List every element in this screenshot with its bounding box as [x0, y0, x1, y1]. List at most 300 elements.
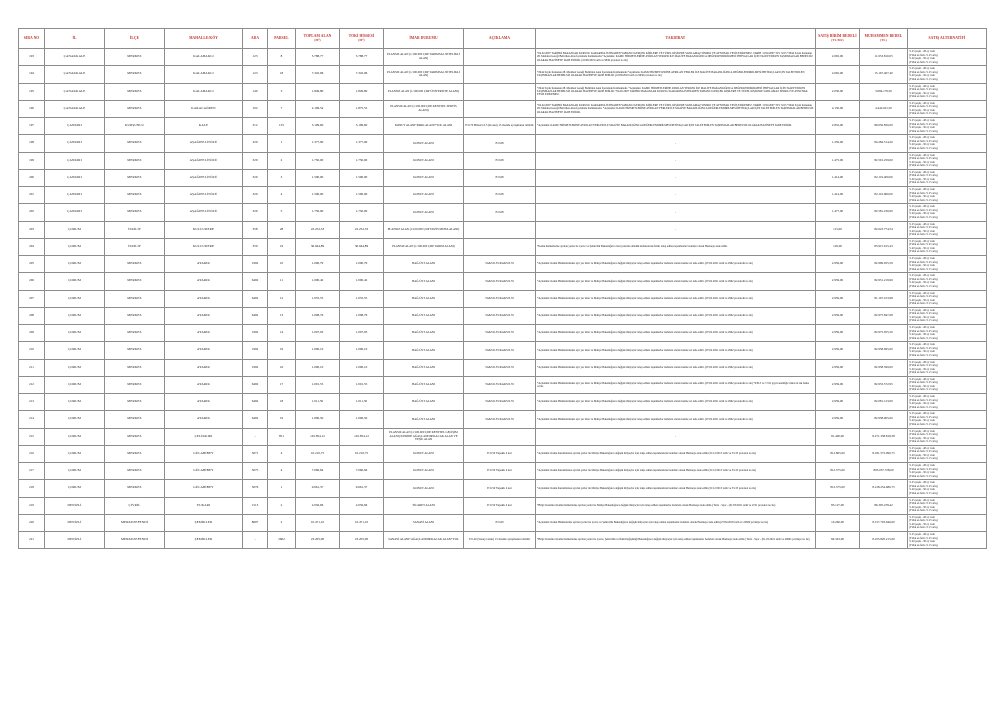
table-row	[19, 290, 987, 307]
satis-alternatifi-line-2: (Yıllık en fazla % 25 artış)	[909, 260, 938, 264]
ada-cell: 1513	[243, 497, 268, 514]
header-ilce: İLÇE	[105, 29, 165, 49]
parsel-cell: 28	[268, 221, 296, 238]
satis-alternatifi-line-3: % 40 peşin - 36 ay vade	[909, 333, 935, 337]
satis-alternatifi-cell	[908, 290, 987, 307]
ada-cell: 6492	[243, 290, 268, 307]
sira-no-cell: 206	[19, 273, 45, 290]
satis-alternatifi-cell	[908, 514, 987, 531]
satis-alternatifi-line-2: (Yıllık en fazla % 25 artış)	[909, 502, 938, 506]
table-row	[19, 394, 987, 411]
sira-no-cell: 213	[19, 394, 45, 411]
satis-alternatifi-cell	[908, 445, 987, 462]
mahalle-koy-cell: KULCUDERE	[165, 221, 243, 238]
satis-birim-bedeli-cell: 2.030,00	[816, 83, 860, 100]
muhammen-bedel-cell: 895.037.728,00	[860, 463, 908, 480]
muhammen-bedel-cell: 82.623.774,54	[860, 221, 908, 238]
ilce-cell: MERKEZ	[105, 325, 165, 342]
il-cell: DENİZLİ	[45, 514, 105, 531]
satis-alternatifi-line-4: (Yıllık en fazla % 15 artış)	[909, 491, 938, 495]
header-muhammen-bedel-label: MUHAMMEN BEDEL	[864, 34, 903, 39]
parsel-cell: 8	[268, 49, 296, 66]
satis-birim-bedeli-cell: 1.250,00	[816, 135, 860, 152]
satis-alternatifi-line-3: % 40 peşin - 36 ay vade	[909, 264, 935, 268]
satis-alternatifi-line-1: % 25 peşin - 48 ay vade	[909, 308, 935, 312]
ilce-cell: MERKEZ	[105, 273, 165, 290]
ilce-cell: MERKEZ	[105, 480, 165, 497]
satis-alternatifi-line-3: % 40 peşin - 36 ay vade	[909, 384, 935, 388]
ada-cell: 6492	[243, 307, 268, 324]
satis-birim-bedeli-cell: 10.260,00	[816, 514, 860, 531]
table-row	[19, 411, 987, 428]
satis-alternatifi-line-1: % 25 peşin - 48 ay vade	[909, 515, 935, 519]
satis-alternatifi-line-1: % 25 peşin - 48 ay vade	[909, 153, 935, 157]
satis-alternatifi-line-4: (Yıllık en fazla % 15 artış)	[909, 353, 938, 357]
aciklama-cell: E:0.50 Yapaklı 4 kat	[464, 463, 536, 480]
ada-cell: 329	[243, 169, 268, 186]
header-satis-birim-bedeli-label: SATIŞ BİRİM BEDELİ	[818, 34, 857, 39]
sira-no-cell: 196	[19, 100, 45, 117]
satis-alternatifi-line-3: % 40 peşin - 36 ay vade	[909, 57, 935, 61]
satis-alternatifi-line-3: % 40 peşin - 36 ay vade	[909, 419, 935, 423]
il-cell: ÇORUM	[45, 256, 105, 273]
muhammen-bedel-cell: 84.284.514,20	[860, 135, 908, 152]
satis-birim-bedeli-cell: 2.959,00	[816, 273, 860, 290]
imar-durumu-cell: BAĞ-ÜST ALANI	[384, 376, 464, 393]
imar-durumu-cell: BAĞ-ÜST ALANI	[384, 273, 464, 290]
aciklama-cell: E:0.68	[464, 204, 536, 221]
sira-no-cell: 217	[19, 463, 45, 480]
parsel-cell: 12	[268, 290, 296, 307]
header-parsel: PARSEL	[268, 29, 296, 49]
header-toki-hissesi-label: TOKİ HİSSESİ	[348, 34, 375, 39]
ilce-cell: MERKEZ	[105, 187, 165, 204]
header-toplam-alan	[296, 29, 340, 49]
satis-alternatifi-line-1: % 25 peşin - 48 ay vade	[909, 136, 935, 140]
satis-alternatifi-cell	[908, 66, 987, 83]
mahalle-koy-cell: AYARIK	[165, 376, 243, 393]
ilce-cell: MERKEZ	[105, 135, 165, 152]
il-cell: ÇANKIRI	[45, 135, 105, 152]
satis-alternatifi-line-4: (Yıllık en fazla % 15 artış)	[909, 371, 938, 375]
il-cell: ÇORUM	[45, 394, 105, 411]
satis-alternatifi-line-3: % 40 peşin - 36 ay vade	[909, 522, 935, 526]
satis-alternatifi-line-4: (Yıllık en fazla % 15 artış)	[909, 457, 938, 461]
takdirat-cell: *2944 Sayılı Kanunun 28. Maddesi Gereği Belirtilen Alan İçerisinde Kalmaktadır. *Açıklama: KAMU HİZMETLERİNE AYRILAN YERLER İLE MALİYE BAKANLIĞINCA DEĞERLENDİRİLMESİ İHTİYAÇLAR İÇİN TALEP EDİLEN TAŞINMAZLAR BEDELSİZ OLARAK HAZİNEYE İADE EDİLİR. *04.02.2007 TARİHLİ BAKANLAR KURULU KARARINA İSTİNADEN YABANCI GERÇEK KİŞİLERE VE TÜZEL KİŞİLERE SATILAMAZ SINIRLI VE AYNI HAK TESİS EDİLEMEZ.	[536, 83, 816, 100]
toki-hissesi-cell: 1.750,00	[340, 152, 384, 169]
il-cell: ÇANAKKALE	[45, 100, 105, 117]
toki-hissesi-cell: 1.849,80	[340, 83, 384, 100]
takdirat-cell: -	[536, 221, 816, 238]
il-cell: ÇANAKKALE	[45, 49, 105, 66]
takdirat-cell: *Açıklama: Kamu Hizmetlerinden ayrı yer imar ve Maliye Bakanlığınca değişik ihtiyaçlar talep edilen taşınmazlar bedelsiz olarak hazine ret iade edilir. (07.02.2021 tarih ve 2962 protokolü no ile)	[536, 325, 816, 342]
imar-durumu-cell: SANAYİ ALANI	[384, 514, 464, 531]
muhammen-bedel-cell: 82.119.400,00	[860, 169, 908, 186]
imar-durumu-cell: BAĞ-ÜST ALANI	[384, 290, 464, 307]
aciklama-cell: E:0.60	[464, 514, 536, 531]
imar-durumu-cell: PLANSIZ ALAN (1/100.000 ÇDP KENTSEL GELİŞİM ALANI) İLERİDE AĞAÇLANDIRILACAK ALAN VE YEŞİL ALAN	[384, 428, 464, 445]
satis-alternatifi-line-2: (Yıllık en fazla % 25 artış)	[909, 243, 938, 247]
muhammen-bedel-cell: 82.975.955,56	[860, 325, 908, 342]
header-takdirat: TAKDİRAT	[536, 29, 816, 49]
satis-alternatifi-line-2: (Yıllık en fazla % 25 artış)	[909, 88, 938, 92]
satis-alternatifi-line-3: % 40 peşin - 36 ay vade	[909, 212, 935, 216]
toplam-alan-cell: 1.377,90	[296, 135, 340, 152]
satis-birim-bedeli-cell: 2.065,00	[816, 66, 860, 83]
muhammen-bedel-cell: 11.953.810,05	[860, 49, 908, 66]
satis-alternatifi-line-3: % 40 peşin - 36 ay vade	[909, 91, 935, 95]
muhammen-bedel-cell: 8.271.338.818,38	[860, 428, 908, 445]
mahalle-koy-cell: AYARIK	[165, 411, 243, 428]
table-row	[19, 118, 987, 135]
il-cell: DENİZLİ	[45, 532, 105, 549]
imar-durumu-cell: PLANSIZ ALAN (1/100.000 ÇDP TARIM ALANI)	[384, 238, 464, 255]
muhammen-bedel-cell: 82.116.900,00	[860, 187, 908, 204]
table-row	[19, 273, 987, 290]
toplam-alan-cell: 1.055,55	[296, 290, 340, 307]
satis-alternatifi-line-2: (Yıllık en fazla % 25 artış)	[909, 70, 938, 74]
satis-birim-bedeli-cell: 84.343,00	[816, 532, 860, 549]
parsel-cell: 11	[268, 273, 296, 290]
il-cell: ÇORUM	[45, 221, 105, 238]
il-cell: ÇORUM	[45, 480, 105, 497]
sira-no-cell: 204	[19, 238, 45, 255]
toplam-alan-cell: 1.008,76	[296, 307, 340, 324]
imar-durumu-cell: TİCARET ALANI	[384, 497, 464, 514]
mahalle-koy-cell: AŞAĞIPELİTÖZÜ	[165, 135, 243, 152]
imar-durumu-cell: KONUT ALANI	[384, 187, 464, 204]
muhammen-bedel-cell: 81.107.013,98	[860, 290, 908, 307]
table-row	[19, 187, 987, 204]
satis-alternatifi-line-4: (Yıllık en fazla % 15 artış)	[909, 543, 938, 547]
muhammen-bedel-cell: 82.958.695,00	[860, 342, 908, 359]
toki-hissesi-cell: 1.007,93	[340, 325, 384, 342]
satis-alternatifi-line-2: (Yıllık en fazla % 25 artış)	[909, 484, 938, 488]
sira-no-cell: 210	[19, 342, 45, 359]
mahalle-koy-cell: AYARIK	[165, 342, 243, 359]
ilce-cell: MERKEZ	[105, 394, 165, 411]
table-row	[19, 221, 987, 238]
table-row	[19, 135, 987, 152]
aciklama-cell: E:0.68	[464, 187, 536, 204]
aciklama-cell	[464, 83, 536, 100]
table-row	[19, 325, 987, 342]
muhammen-bedel-cell: 82.999.055,59	[860, 256, 908, 273]
ilce-cell: ÇİVRİL	[105, 497, 165, 514]
satis-alternatifi-cell	[908, 204, 987, 221]
satis-birim-bedeli-cell: 1.477,00	[816, 204, 860, 221]
header-mahalle-koy: MAHALLE/KÖY	[165, 29, 243, 49]
ilce-cell: MERKEZ	[105, 169, 165, 186]
ilce-cell: MERKEZ	[105, 342, 165, 359]
satis-birim-bedeli-cell: 2.959,00	[816, 376, 860, 393]
ada-cell: 1992	[243, 256, 268, 273]
mahalle-koy-cell: AYARIK	[165, 359, 243, 376]
takdirat-cell: *Açıklama: Kamu Kurumlarına ayrılan yerler ile Maliye Bakanlığınca değişik ihtiyaçlar için talep edilen taşınmazların bedelsiz olarak Hazineye iade edilir.(31/12/2013 tarih ve 33-35 protokol no ile)	[536, 445, 816, 462]
satis-alternatifi-line-3: % 40 peşin - 36 ay vade	[909, 488, 935, 492]
satis-alternatifi-line-1: % 25 peşin - 48 ay vade	[909, 326, 935, 329]
satis-alternatifi-line-1: % 25 peşin - 48 ay vade	[909, 222, 935, 226]
ilce-cell: MERKEZ	[105, 359, 165, 376]
aciklama-cell	[464, 66, 536, 83]
satis-birim-bedeli-cell: 2.959,00	[816, 342, 860, 359]
header-ada: ADA	[243, 29, 268, 49]
il-cell: ÇANKIRI	[45, 204, 105, 221]
aciklama-cell	[464, 49, 536, 66]
satis-alternatifi-line-1: % 25 peşin - 48 ay vade	[909, 291, 935, 295]
mahalle-koy-cell: KALE	[165, 118, 243, 135]
satis-alternatifi-cell	[908, 428, 987, 445]
aciklama-cell: E:0.50 Yapaklı 4 kat	[464, 497, 536, 514]
aciklama-cell: TAKS:0.35/KAKS:0.35	[464, 273, 536, 290]
imar-durumu-cell: BAĞ-ÜST ALANI	[384, 325, 464, 342]
satis-alternatifi-line-1: % 25 peşin - 48 ay vade	[909, 446, 935, 450]
parsel-cell: 16	[268, 359, 296, 376]
parsel-cell: 19	[268, 342, 296, 359]
aciklama-cell	[464, 221, 536, 238]
muhammen-bedel-cell: 3.084.179,50	[860, 83, 908, 100]
imar-durumu-cell: KONUT ALANI	[384, 152, 464, 169]
imar-durumu-cell: PLANSIZ ALAN (1/100.000 ÇDP TARIMSAL NİTELİKLİ ALAN)	[384, 49, 464, 66]
parsel-cell: 1	[268, 480, 296, 497]
takdirat-cell: -	[536, 135, 816, 152]
toplam-alan-cell: 7.345,96	[296, 66, 340, 83]
aciklama-cell: TAKS:0.35/KAKS:0.35	[464, 325, 536, 342]
parsel-cell: 17	[268, 376, 296, 393]
sira-no-cell: 198	[19, 135, 45, 152]
toki-hissesi-cell: 1.000,10	[340, 342, 384, 359]
parsel-cell: 3	[268, 169, 296, 186]
satis-alternatifi-line-2: (Yıllık en fazla % 25 artış)	[909, 329, 938, 333]
il-cell: ÇORUM	[45, 290, 105, 307]
takdirat-cell: *04.02.2007 TARİHLİ BAKANLAR KURULU KARARINA İSTİNADEN YABANCI GERÇEK KİŞİLERE VE TÜZEL KİŞİLERE SATILAMAZ SİNIRLI VE AYNI HAK TESİS EDİLEMEZ. TARİH : 6/04/2007 TLV 3215 *2944 Sayılı Kanunun 28. Maddesi Gereği Belirtilen Alan İçerisinde Kalmaktadır.*Açıklama: KAMU HİZMETLERİNE AYRILAN YERLER İLE MALİYE BAKANLIĞINCA DEĞERLENDİRİLMESİ İHTİYAÇLAR İÇİN TALEP EDİLEN TAŞINMAZLAR BEDELSİZ OLARAK HAZİNEYE İADE EDİLİR. (10/06/2019 tarih ve 9636 protokol no ile)	[536, 49, 816, 66]
satis-birim-bedeli-cell: 1.414,00	[816, 187, 860, 204]
toki-hissesi-cell: 1.500,00	[340, 187, 384, 204]
satis-alternatifi-line-1: % 25 peşin - 48 ay vade	[909, 429, 935, 433]
imar-durumu-cell: BAĞ-ÜST ALANI	[384, 411, 464, 428]
table-row	[19, 463, 987, 480]
ada-cell: 5071	[243, 445, 268, 462]
satis-alternatifi-cell	[908, 221, 987, 238]
satis-alternatifi-cell	[908, 83, 987, 100]
takdirat-cell: *Açıklama: Kamu Hizmetlerinden ayrı yer imar ve Maliye Bakanlığınca değişik ihtiyaçlar talep edilen taşınmazlar bedelsiz olarak hazine ret iade edilir. (07.02.2021 tarih ve 2962 protokolü no ile)	[536, 411, 816, 428]
satis-alternatifi-line-4: (Yıllık en fazla % 15 artış)	[909, 440, 938, 444]
aciklama-cell	[464, 238, 536, 255]
satis-birim-bedeli-cell: 83.127,00	[816, 497, 860, 514]
satis-alternatifi-line-4: (Yıllık en fazla % 15 artış)	[909, 77, 938, 81]
sira-no-cell: 208	[19, 307, 45, 324]
ilce-cell: MERKEZ	[105, 445, 165, 462]
satis-birim-bedeli-cell: 1.475,00	[816, 152, 860, 169]
aciklama-cell	[464, 428, 536, 445]
toplam-alan-cell: 10.471,10	[296, 514, 340, 531]
il-cell: ÇORUM	[45, 428, 105, 445]
table-row	[19, 307, 987, 324]
satis-alternatifi-line-4: (Yıllık en fazla % 15 artış)	[909, 164, 938, 168]
satis-alternatifi-line-3: % 40 peşin - 36 ay vade	[909, 315, 935, 319]
imar-durumu-cell: KONUT ALANI	[384, 169, 464, 186]
satis-alternatifi-line-1: % 25 peşin - 48 ay vade	[909, 274, 935, 278]
satis-alternatifi-line-1: % 25 peşin - 48 ay vade	[909, 360, 935, 364]
satis-alternatifi-line-3: % 40 peşin - 36 ay vade	[909, 471, 935, 475]
aciklama-cell: TAKS:0.35/KAKS:0.35	[464, 290, 536, 307]
satis-alternatifi-line-1: % 25 peşin - 48 ay vade	[909, 481, 935, 485]
imar-durumu-cell: KONUT ALANI	[384, 480, 464, 497]
table-row	[19, 497, 987, 514]
toplam-alan-cell: 1.011,50	[296, 394, 340, 411]
table-row	[19, 169, 987, 186]
satis-birim-bedeli-cell: 2.959,00	[816, 359, 860, 376]
satis-alternatifi-line-4: (Yıllık en fazla % 15 artış)	[909, 129, 938, 133]
toplam-alan-cell: 1.750,00	[296, 152, 340, 169]
parsel-cell: 14	[268, 325, 296, 342]
satis-alternatifi-line-3: % 40 peşin - 36 ay vade	[909, 367, 935, 371]
il-cell: ÇORUM	[45, 376, 105, 393]
satis-alternatifi-cell	[908, 359, 987, 376]
takdirat-cell: *Açıklama: Kamu Hizmetlerinden ayrı yer imar ve Maliye Bakanlığınca değişik ihtiyaçlar talep edilen taşınmazlar bedelsiz olarak hazine ret iade edilir. (07.02.2021 tarih ve 2962 protokolü no ile)	[536, 273, 816, 290]
muhammen-bedel-cell: 82.581.230,00	[860, 204, 908, 221]
satis-alternatifi-line-3: % 40 peşin - 36 ay vade	[909, 281, 935, 285]
takdirat-cell: -	[536, 204, 816, 221]
toplam-alan-cell: 1.000,42	[296, 273, 340, 290]
satis-alternatifi-cell	[908, 169, 987, 186]
mahalle-koy-cell: AŞAĞIPELİTÖZÜ	[165, 204, 243, 221]
table-row	[19, 256, 987, 273]
satis-alternatifi-cell	[908, 463, 987, 480]
ilce-cell: MERKEZ	[105, 49, 165, 66]
ada-cell: 329	[243, 204, 268, 221]
satis-alternatifi-line-1: % 25 peşin - 48 ay vade	[909, 170, 935, 174]
toplam-alan-cell: 3.199,60	[296, 118, 340, 135]
imar-durumu-cell: BAĞ-ÜST ALANI	[384, 256, 464, 273]
satis-alternatifi-line-2: (Yıllık en fazla % 25 artış)	[909, 467, 938, 471]
satis-birim-bedeli-cell: 2.959,00	[816, 394, 860, 411]
toplam-alan-cell: 1.500,00	[296, 169, 340, 186]
muhammen-bedel-cell: 82.081.123,00	[860, 394, 908, 411]
aciklama-cell: TAKS:0.35/KAKS:0.35	[464, 342, 536, 359]
ilce-cell: MERKEZ	[105, 66, 165, 83]
mahalle-koy-cell: ŞEMİKLER	[165, 514, 243, 531]
satis-alternatifi-line-3: % 40 peşin - 36 ay vade	[909, 108, 935, 112]
satis-alternatifi-line-4: (Yıllık en fazla % 15 artış)	[909, 474, 938, 478]
parsel-cell: 18	[268, 394, 296, 411]
mahalle-koy-cell: ŞEMİKLER	[165, 532, 243, 549]
parsel-cell: 1	[268, 135, 296, 152]
satis-alternatifi-line-1: % 25 peşin - 48 ay vade	[909, 533, 935, 536]
satis-alternatifi-cell	[908, 411, 987, 428]
toki-hissesi-cell: 23.205,00	[340, 532, 384, 549]
satis-alternatifi-line-4: (Yıllık en fazla % 15 artış)	[909, 215, 938, 219]
satis-alternatifi-line-4: (Yıllık en fazla % 15 artış)	[909, 284, 938, 288]
ilce-cell: MERKEZEFENDİ	[105, 532, 165, 549]
il-cell: ÇORUM	[45, 273, 105, 290]
toki-hissesi-cell: 1.000,50	[340, 411, 384, 428]
satis-alternatifi-line-1: % 25 peşin - 48 ay vade	[909, 50, 935, 53]
satis-alternatifi-line-2: (Yıllık en fazla % 25 artış)	[909, 277, 938, 281]
ada-cell: 329	[243, 152, 268, 169]
ilce-cell: MERKEZ	[105, 428, 165, 445]
satis-alternatifi-line-2: (Yıllık en fazla % 25 artış)	[909, 139, 938, 143]
satis-alternatifi-line-2: (Yıllık en fazla % 25 artış)	[909, 312, 938, 316]
aciklama-cell: TAKS:0.35/KAKS:0.35	[464, 307, 536, 324]
satis-alternatifi-line-2: (Yıllık en fazla % 25 artış)	[909, 53, 938, 57]
muhammen-bedel-cell: 82.958.005,00	[860, 411, 908, 428]
satis-alternatifi-line-2: (Yıllık en fazla % 25 artış)	[909, 381, 938, 385]
takdirat-cell: *Açıklama: Kamu Hizmetlerinden ayrı yer imar ve Maliye Bakanlığınca değişik ihtiyaçlar talep edilen taşınmazlar bedelsiz olarak hazine ret iade edilir. (07.02.2021 tarih ve 2962 protokolü no ile)	[536, 359, 816, 376]
sira-no-cell: 193	[19, 49, 45, 66]
satis-alternatifi-cell	[908, 497, 987, 514]
header-satis-birim-bedeli	[816, 29, 860, 49]
satis-alternatifi-line-1: % 25 peşin - 48 ay vade	[909, 205, 935, 209]
aciklama-cell	[464, 100, 536, 117]
toki-hissesi-cell: 1.008,76	[340, 307, 384, 324]
sira-no-cell: 202	[19, 204, 45, 221]
takdirat-cell: *Açıklama: Kamu Hizmetlerinden ayrı yer imar ve Maliye Bakanlığınca değişik ihtiyaçlar talep edilen taşınmazlar bedelsiz olarak hazine ret iade edilir. (07.02.2021 tarih ve 2962 protokolü no ile)	[536, 290, 816, 307]
toplam-alan-cell: 23.205,00	[296, 532, 340, 549]
toplam-alan-cell: 1.000,10	[296, 359, 340, 376]
satis-alternatifi-line-3: % 40 peşin - 36 ay vade	[909, 195, 935, 199]
satis-alternatifi-line-2: (Yıllık en fazla % 25 artış)	[909, 226, 938, 230]
ada-cell: -	[243, 532, 268, 549]
parsel-cell: 5	[268, 204, 296, 221]
imar-durumu-cell: KONUT ALANI	[384, 445, 464, 462]
sira-no-cell: 203	[19, 221, 45, 238]
aciklama-cell: E:0.68	[464, 152, 536, 169]
satis-alternatifi-line-2: (Yıllık en fazla % 25 artış)	[909, 174, 938, 178]
sira-no-cell: 199	[19, 152, 45, 169]
sira-no-cell: 220	[19, 514, 45, 531]
imar-durumu-cell: BAĞ-ÜST ALANI	[384, 342, 464, 359]
sira-no-cell: 207	[19, 290, 45, 307]
toplam-alan-cell: 1.000,10	[296, 342, 340, 359]
satis-alternatifi-line-2: (Yıllık en fazla % 25 artış)	[909, 398, 938, 402]
il-cell: ÇORUM	[45, 359, 105, 376]
aciklama-cell: TAKS:0.35/KAKS:0.35	[464, 359, 536, 376]
mahalle-koy-cell: GÜLABİBEY	[165, 445, 243, 462]
satis-alternatifi-cell	[908, 118, 987, 135]
satis-alternatifi-line-4: (Yıllık en fazla % 15 artış)	[909, 422, 938, 426]
mahalle-koy-cell: YUKARI	[165, 497, 243, 514]
muhammen-bedel-cell: 89.056.856,00	[860, 118, 908, 135]
parsel-cell: 851	[268, 428, 296, 445]
satis-alternatifi-line-4: (Yıllık en fazla % 15 artış)	[909, 250, 938, 254]
toki-hissesi-cell: 7.060,84	[340, 463, 384, 480]
sira-no-cell: 194	[19, 66, 45, 83]
satis-alternatifi-line-2: (Yıllık en fazla % 25 artış)	[909, 105, 938, 109]
imar-durumu-cell: PLANSIZ ALAN (1/100.000 ÇDP ÜNİVERSİTE ALANI)	[384, 83, 464, 100]
table-row	[19, 532, 987, 549]
satis-alternatifi-cell	[908, 187, 987, 204]
satis-alternatifi-line-3: % 40 peşin - 36 ay vade	[909, 160, 935, 164]
toki-hissesi-cell: 7.345,96	[340, 66, 384, 83]
sira-no-cell: 215	[19, 428, 45, 445]
takdirat-cell: *Açıklama: Kamu Hizmetlerinden ayrı yer imar ve Maliye Bakanlığınca değişik ihtiyaçlar talep edilen taşınmazlar bedelsiz olarak hazine ret iade edilir. (07.02.2021 tarih ve 2962 protokolü no ile)	[536, 256, 816, 273]
satis-alternatifi-line-1: % 25 peşin - 48 ay vade	[909, 119, 935, 122]
toki-hissesi-cell: 1.000,10	[340, 359, 384, 376]
takdirat-cell: *2944 Sayılı Kanunun 28. Maddesi Gereği Belirtilen Alan İçerisinde Kalmaktadır.*Açıklama: KAMU HİZMETLERİNE AYRILAN YERLER İLE MALİYE BAKANLIĞINCA DEĞERLENDİRİLMESİ İHTİYAÇLAR İÇİN TALEP EDİLEN TAŞINMAZLAR BEDELSİZ OLARAK HAZİNEYE İADE EDİLİR. (10/06/2019 tarih ve 9636 protokol no ile)	[536, 66, 816, 83]
satis-alternatifi-cell	[908, 49, 987, 66]
ada-cell: 359	[243, 238, 268, 255]
satis-alternatifi-cell	[908, 376, 987, 393]
muhammen-bedel-cell: 4.442.021,50	[860, 100, 908, 117]
satis-birim-bedeli-cell: 2.959,00	[816, 411, 860, 428]
satis-birim-bedeli-cell: 1.414,00	[816, 169, 860, 186]
toplam-alan-cell: 1.750,00	[296, 204, 340, 221]
toki-hissesi-cell: 2.056,66	[340, 497, 384, 514]
satis-alternatifi-line-4: (Yıllık en fazla % 15 artış)	[909, 112, 938, 116]
ilce-cell: İSKİLİP	[105, 238, 165, 255]
imar-durumu-cell: KONUT ALANI	[384, 204, 464, 221]
